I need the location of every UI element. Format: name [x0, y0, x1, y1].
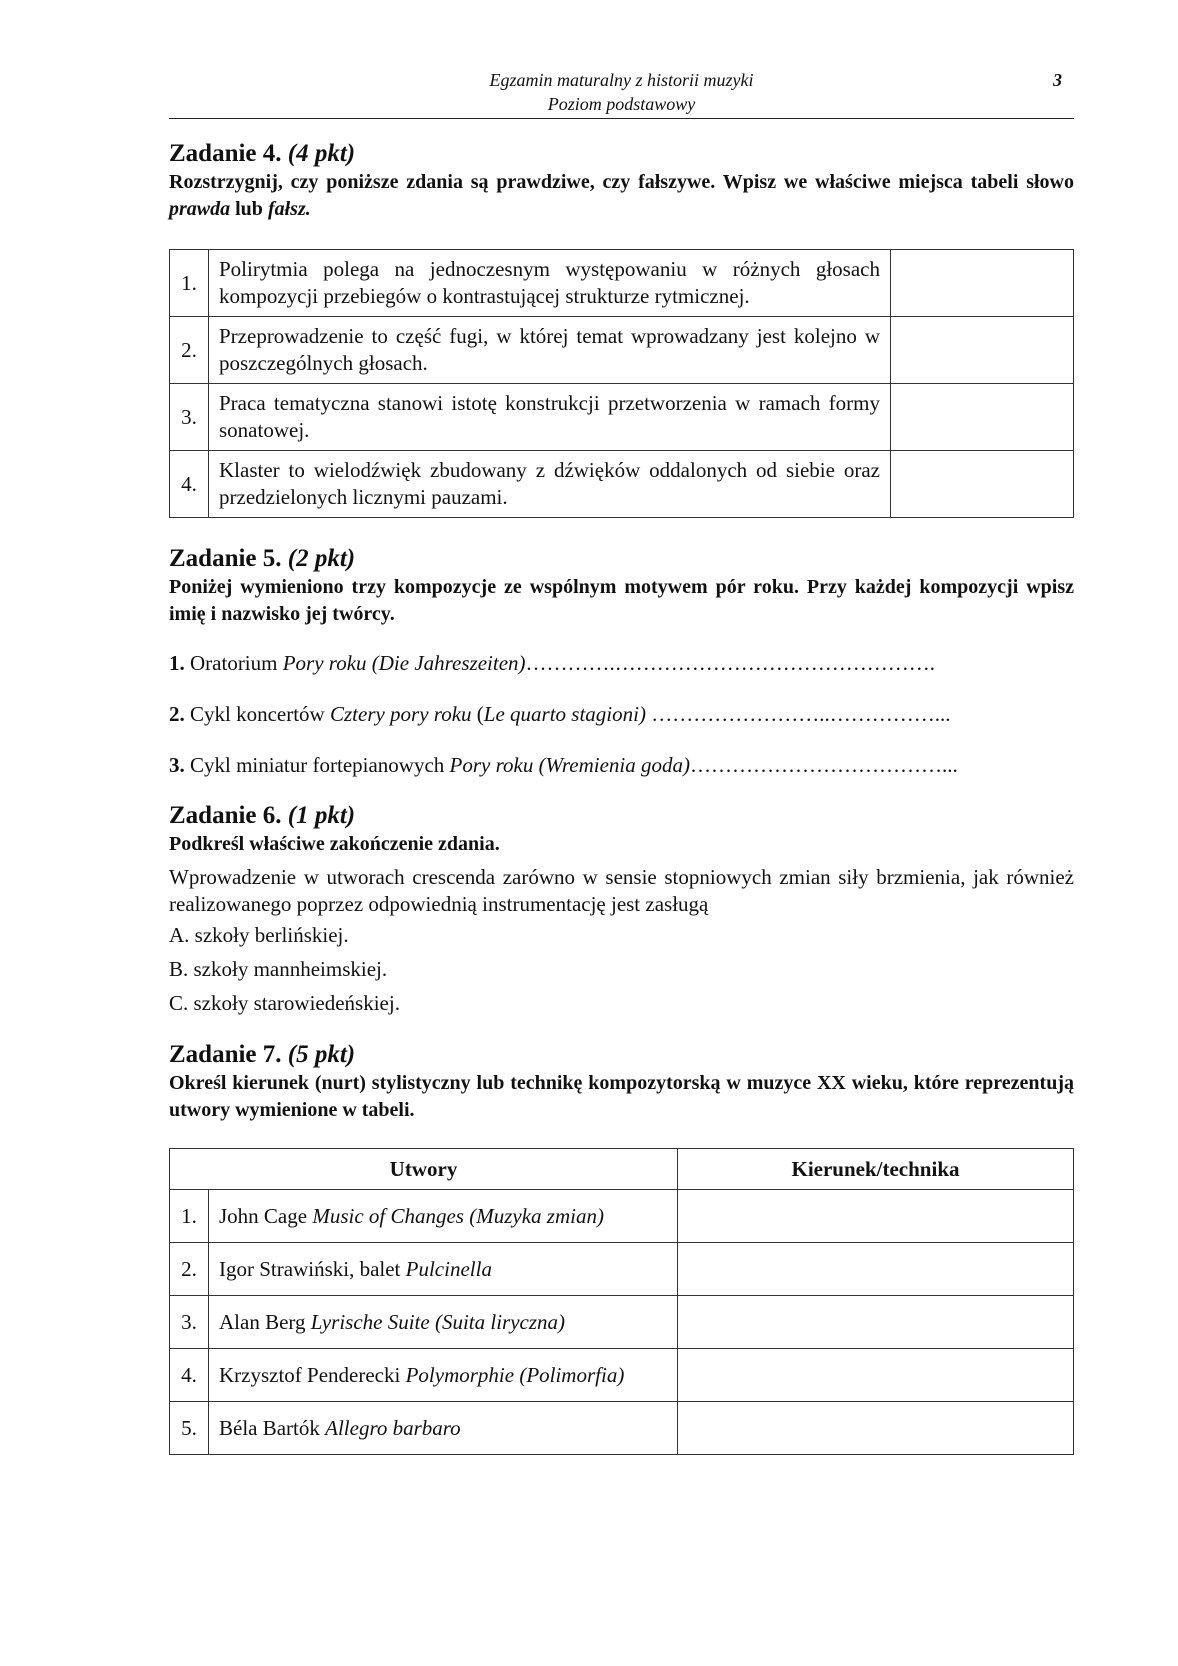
answer-cell[interactable] [678, 1402, 1074, 1455]
answer-cell[interactable] [891, 250, 1074, 317]
statement-text: Praca tematyczna stanowi istotę konstrukcji przetworzenia w ramach formy sonatowej. [209, 384, 891, 451]
row-number: 2. [170, 1243, 209, 1296]
row-number: 1. [170, 1190, 209, 1243]
page-header [169, 68, 1074, 119]
answer-cell[interactable] [678, 1349, 1074, 1402]
statement-text: Przeprowadzenie to część fugi, w której temat wprowadzany jest kolejno w poszczególnych głosach. [209, 317, 891, 384]
row-number: 2. [170, 317, 209, 384]
answer-cell[interactable] [891, 384, 1074, 451]
table-row [170, 1190, 1074, 1243]
answer-cell[interactable] [678, 1243, 1074, 1296]
task7-table [169, 1148, 1074, 1455]
row-number: 5. [170, 1402, 209, 1455]
work-cell: John Cage Music of Changes (Muzyka zmian) [209, 1190, 678, 1243]
answer-dots[interactable]: ………………………………... [690, 753, 958, 777]
answer-cell[interactable] [678, 1190, 1074, 1243]
row-number: 3. [170, 1296, 209, 1349]
statement-text: Klaster to wielodźwięk zbudowany z dźwięków oddalonych od siebie oraz przedzielonych licznymi pauzami. [209, 451, 891, 518]
table-row [170, 1402, 1074, 1455]
task5-title: Zadanie 5. (2 pkt) [169, 545, 356, 572]
task6-options [169, 918, 1074, 1020]
task5-points: (2 pkt) [287, 545, 356, 572]
task5-item: 3. Cykl miniatur fortepianowych Pory roku (Wremienia goda)………………………………... [169, 753, 958, 777]
row-number: 1. [170, 250, 209, 317]
task4-title: Zadanie 4. (4 pkt) [169, 140, 356, 167]
task5-item: 1. Oratorium Pory roku (Die Jahreszeiten)………….………………………………………. [169, 651, 936, 675]
table-row [170, 1349, 1074, 1402]
exam-page [169, 68, 1074, 1455]
page-number: 3 [1053, 70, 1062, 90]
task6-stem: Wprowadzenie w utworach crescenda zarówno w sensie stopniowych zmian siły brzmienia, jak również realizowanego poprzez odpowiednią instrumentację jest zasługą [169, 865, 1074, 916]
table-row [170, 384, 1074, 451]
answer-cell[interactable] [891, 451, 1074, 518]
task5-instruction: Poniżej wymieniono trzy kompozycje ze wspólnym motywem pór roku. Przy każdej kompozycji wpisz imię i nazwisko jej twórcy. [169, 576, 1074, 625]
row-number: 4. [170, 451, 209, 518]
table-row [170, 317, 1074, 384]
statement-text: Polirytmia polega na jednoczesnym występowaniu w różnych głosach kompozycji przebiegów o kontrastującej strukturze rytmicznej. [209, 250, 891, 317]
table-row [170, 250, 1074, 317]
option-c[interactable]: C. szkoły starowiedeńskiej. [169, 991, 400, 1015]
column-header-direction: Kierunek/technika [678, 1149, 1074, 1190]
task4-instruction: Rozstrzygnij, czy poniższe zdania są prawdziwe, czy fałszywe. Wpisz we właściwe miejsca tabeli słowo prawda lub fałsz. [169, 171, 1074, 220]
answer-cell[interactable] [678, 1296, 1074, 1349]
work-cell: Alan Berg Lyrische Suite (Suita liryczna) [209, 1296, 678, 1349]
row-number: 4. [170, 1349, 209, 1402]
row-number: 3. [170, 384, 209, 451]
answer-cell[interactable] [891, 317, 1074, 384]
table-header-row [170, 1149, 1074, 1190]
table-row [170, 1243, 1074, 1296]
answer-dots[interactable]: ……………………..……………... [645, 702, 951, 726]
exam-level: Poziom podstawowy [547, 94, 696, 114]
task5-item: 2. Cykl koncertów Cztery pory roku (Le quarto stagioni) ……………………..……………... [169, 702, 951, 726]
task7-points: (5 pkt) [287, 1041, 356, 1068]
work-cell: Igor Strawiński, balet Pulcinella [209, 1243, 678, 1296]
task6-points: (1 pkt) [287, 802, 356, 829]
column-header-works: Utwory [170, 1149, 678, 1190]
task7-instruction: Określ kierunek (nurt) stylistyczny lub technikę kompozytorską w muzyce XX wieku, które reprezentują utwory wymienione w tabeli. [169, 1072, 1074, 1121]
table-row [170, 451, 1074, 518]
option-a[interactable]: A. szkoły berlińskiej. [169, 923, 349, 947]
task4-table [169, 249, 1074, 518]
task6-title: Zadanie 6. (1 pkt) [169, 802, 356, 829]
task7-title: Zadanie 7. (5 pkt) [169, 1041, 356, 1068]
option-b[interactable]: B. szkoły mannheimskiej. [169, 957, 388, 981]
table-row [170, 1296, 1074, 1349]
work-cell: Béla Bartók Allegro barbaro [209, 1402, 678, 1455]
task4-points: (4 pkt) [287, 140, 356, 167]
work-cell: Krzysztof Penderecki Polymorphie (Polimorfia) [209, 1349, 678, 1402]
task6-instruction: Podkreśl właściwe zakończenie zdania. [169, 833, 500, 855]
answer-dots[interactable]: ………….………………………………………. [525, 651, 936, 675]
exam-title: Egzamin maturalny z historii muzyki [489, 70, 754, 90]
